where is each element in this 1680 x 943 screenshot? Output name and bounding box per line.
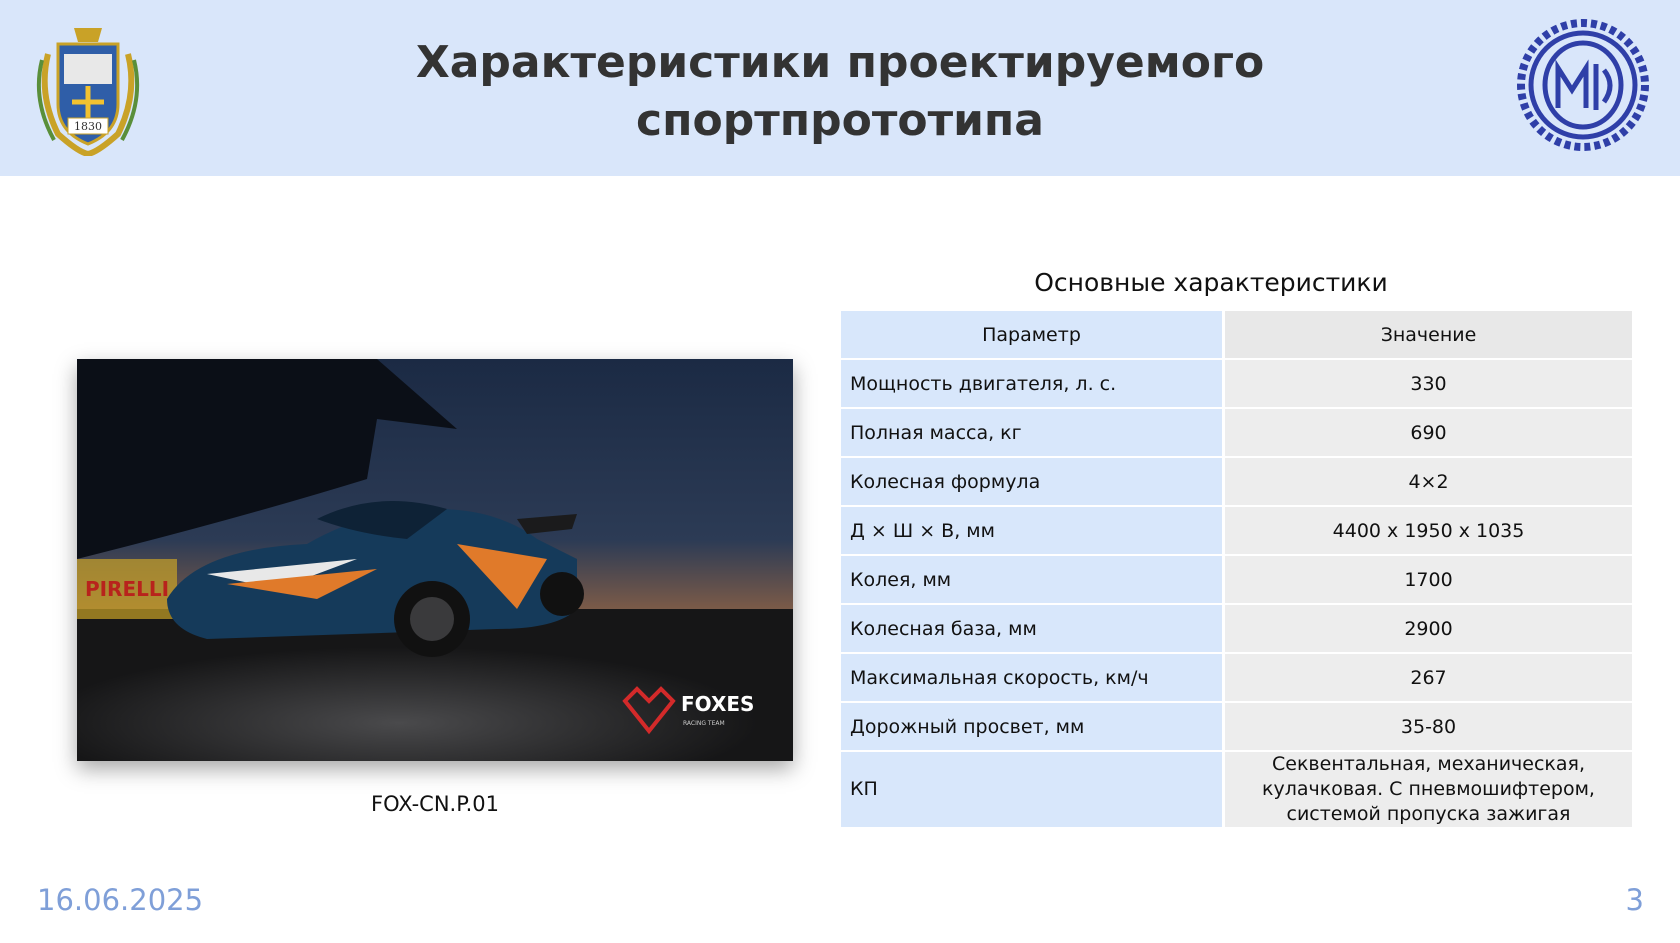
param-cell: Колесная формула <box>841 458 1222 507</box>
table-row <box>841 360 1632 409</box>
value-cell: 267 <box>1222 654 1632 703</box>
brand-subtext: RACING TEAM <box>683 720 725 727</box>
university-crest-icon <box>28 14 148 156</box>
table-row <box>841 409 1632 458</box>
crest-year: 1830 <box>74 120 102 133</box>
table-row <box>841 752 1632 829</box>
car-illustration <box>77 359 793 761</box>
slide-date: 16.06.2025 <box>37 883 204 917</box>
value-cell: 330 <box>1222 360 1632 409</box>
title-line-1: Характеристики проектируемого <box>415 37 1265 88</box>
value-line-2: кулачковая. С пневмошифтером, <box>1262 778 1595 800</box>
table-row <box>841 654 1632 703</box>
brand-text: FOXES <box>681 692 755 716</box>
param-cell: КП <box>841 752 1222 829</box>
value-cell-multiline <box>1222 752 1632 829</box>
table-row <box>841 556 1632 605</box>
specs-title: Основные характеристики <box>1034 268 1388 297</box>
table-row <box>841 458 1632 507</box>
car-photo <box>77 359 793 761</box>
param-cell: Мощность двигателя, л. с. <box>841 360 1222 409</box>
param-cell: Дорожный просвет, мм <box>841 703 1222 752</box>
slide-header <box>0 0 1680 176</box>
value-cell: 2900 <box>1222 605 1632 654</box>
table-row <box>841 703 1632 752</box>
column-header-value: Значение <box>1222 311 1632 360</box>
track-sign-text: PIRELLI <box>84 577 170 601</box>
param-cell: Д × Ш × В, мм <box>841 507 1222 556</box>
table-header-row <box>841 311 1632 360</box>
title-line-2: спортпрототипа <box>636 95 1044 146</box>
param-cell: Полная масса, кг <box>841 409 1222 458</box>
table-row <box>841 605 1632 654</box>
param-cell: Колея, мм <box>841 556 1222 605</box>
value-cell: 4×2 <box>1222 458 1632 507</box>
table-row <box>841 507 1632 556</box>
gear-emblem-icon <box>1516 18 1650 152</box>
value-line-3: системой пропуска зажигая <box>1286 803 1571 825</box>
value-cell: 35-80 <box>1222 703 1632 752</box>
car-caption: FOX-CN.P.01 <box>370 792 500 816</box>
param-cell: Максимальная скорость, км/ч <box>841 654 1222 703</box>
page-title <box>260 34 1420 150</box>
value-cell: 690 <box>1222 409 1632 458</box>
param-cell: Колесная база, мм <box>841 605 1222 654</box>
page-number: 3 <box>1625 883 1644 917</box>
value-cell: 4400 х 1950 х 1035 <box>1222 507 1632 556</box>
column-header-param: Параметр <box>841 311 1222 360</box>
specs-table <box>841 311 1632 829</box>
value-cell: 1700 <box>1222 556 1632 605</box>
value-line-1: Секвентальная, механическая, <box>1272 753 1585 775</box>
